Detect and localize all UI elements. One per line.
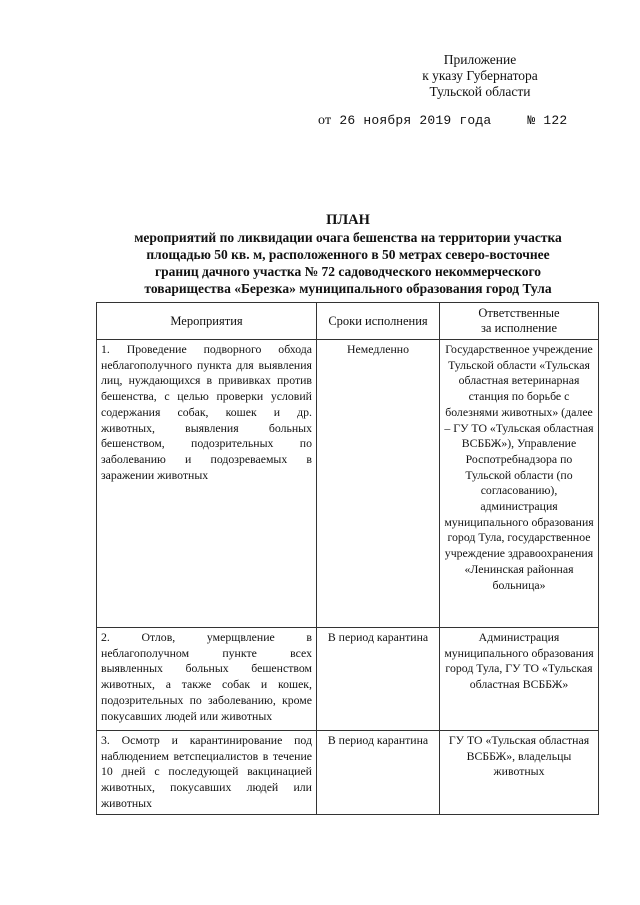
appendix-line: Тульской области	[429, 84, 531, 99]
plan-table	[96, 302, 599, 815]
appendix-line: к указу Губернатора	[422, 68, 538, 83]
decree-date: 26 ноября 2019 года	[339, 113, 492, 128]
activity-cell: 3. Осмотр и карантинирование под наблюдением ветспециалистов в течение 10 дней с последующей вакцинацией животных, покусавших людей или животных	[97, 731, 317, 815]
title-line: мероприятий по ликвидации очага бешенства на территории участка	[134, 230, 562, 245]
appendix-block	[380, 52, 580, 100]
title-heading: ПЛАН	[326, 212, 370, 228]
decree-dateline	[318, 113, 567, 129]
decree-number: № 122	[527, 113, 568, 128]
title-line: товарищества «Березка» муниципального образования город Тула	[144, 281, 552, 296]
header-responsible	[440, 303, 599, 340]
title-line: площадью 50 кв. м, расположенного в 50 метрах северо-восточнее	[146, 247, 550, 262]
header-deadline: Сроки исполнения	[317, 303, 440, 340]
date-prefix: от	[318, 113, 332, 128]
header-activity: Мероприятия	[97, 303, 317, 340]
appendix-line: Приложение	[443, 52, 517, 67]
deadline-cell: В период карантина	[317, 628, 440, 731]
deadline-cell: Немедленно	[317, 340, 440, 628]
table-row	[97, 731, 599, 815]
table-row	[97, 340, 599, 628]
table-row	[97, 628, 599, 731]
responsible-cell: Администрация муниципального образования город Тула, ГУ ТО «Тульская областная ВСББЖ»	[440, 628, 599, 731]
activity-cell: 2. Отлов, умерщвление в неблагополучном пункте всех выявленных больных бешенством животных, а также собак и кошек, подозрительных по заболеванию, кроме покусавших людей или животных	[97, 628, 317, 731]
responsible-cell: Государственное учреждение Тульской области «Тульская областная ветеринарная станция по борьбе с болезнями животных» (далее – ГУ ТО «Тульская областная ВСББЖ»), Управление Роспотребнадзора по Тульской области (по согласованию), администрация муниципального образования город Тула, государственное учреждение здравоохранения «Ленинская районная больница»	[440, 340, 599, 628]
responsible-cell: ГУ ТО «Тульская областная ВСББЖ», владельцы животных	[440, 731, 599, 815]
activity-cell: 1. Проведение подворного обхода неблагополучного пункта для выявления лиц, нуждающихся в прививках против бешенства, с целью проверки условий содержания собак, кошек и др. животных, выявления больных бешенством, подозрительных по заболеванию и подозреваемых в заражении животных	[97, 340, 317, 628]
title-line: границ дачного участка № 72 садоводческого некоммерческого	[154, 264, 542, 279]
table-header-row	[97, 303, 599, 340]
header-responsible-line: за исполнение	[480, 321, 558, 335]
header-responsible-line: Ответственные	[478, 306, 560, 320]
document-title	[96, 212, 600, 297]
deadline-cell: В период карантина	[317, 731, 440, 815]
